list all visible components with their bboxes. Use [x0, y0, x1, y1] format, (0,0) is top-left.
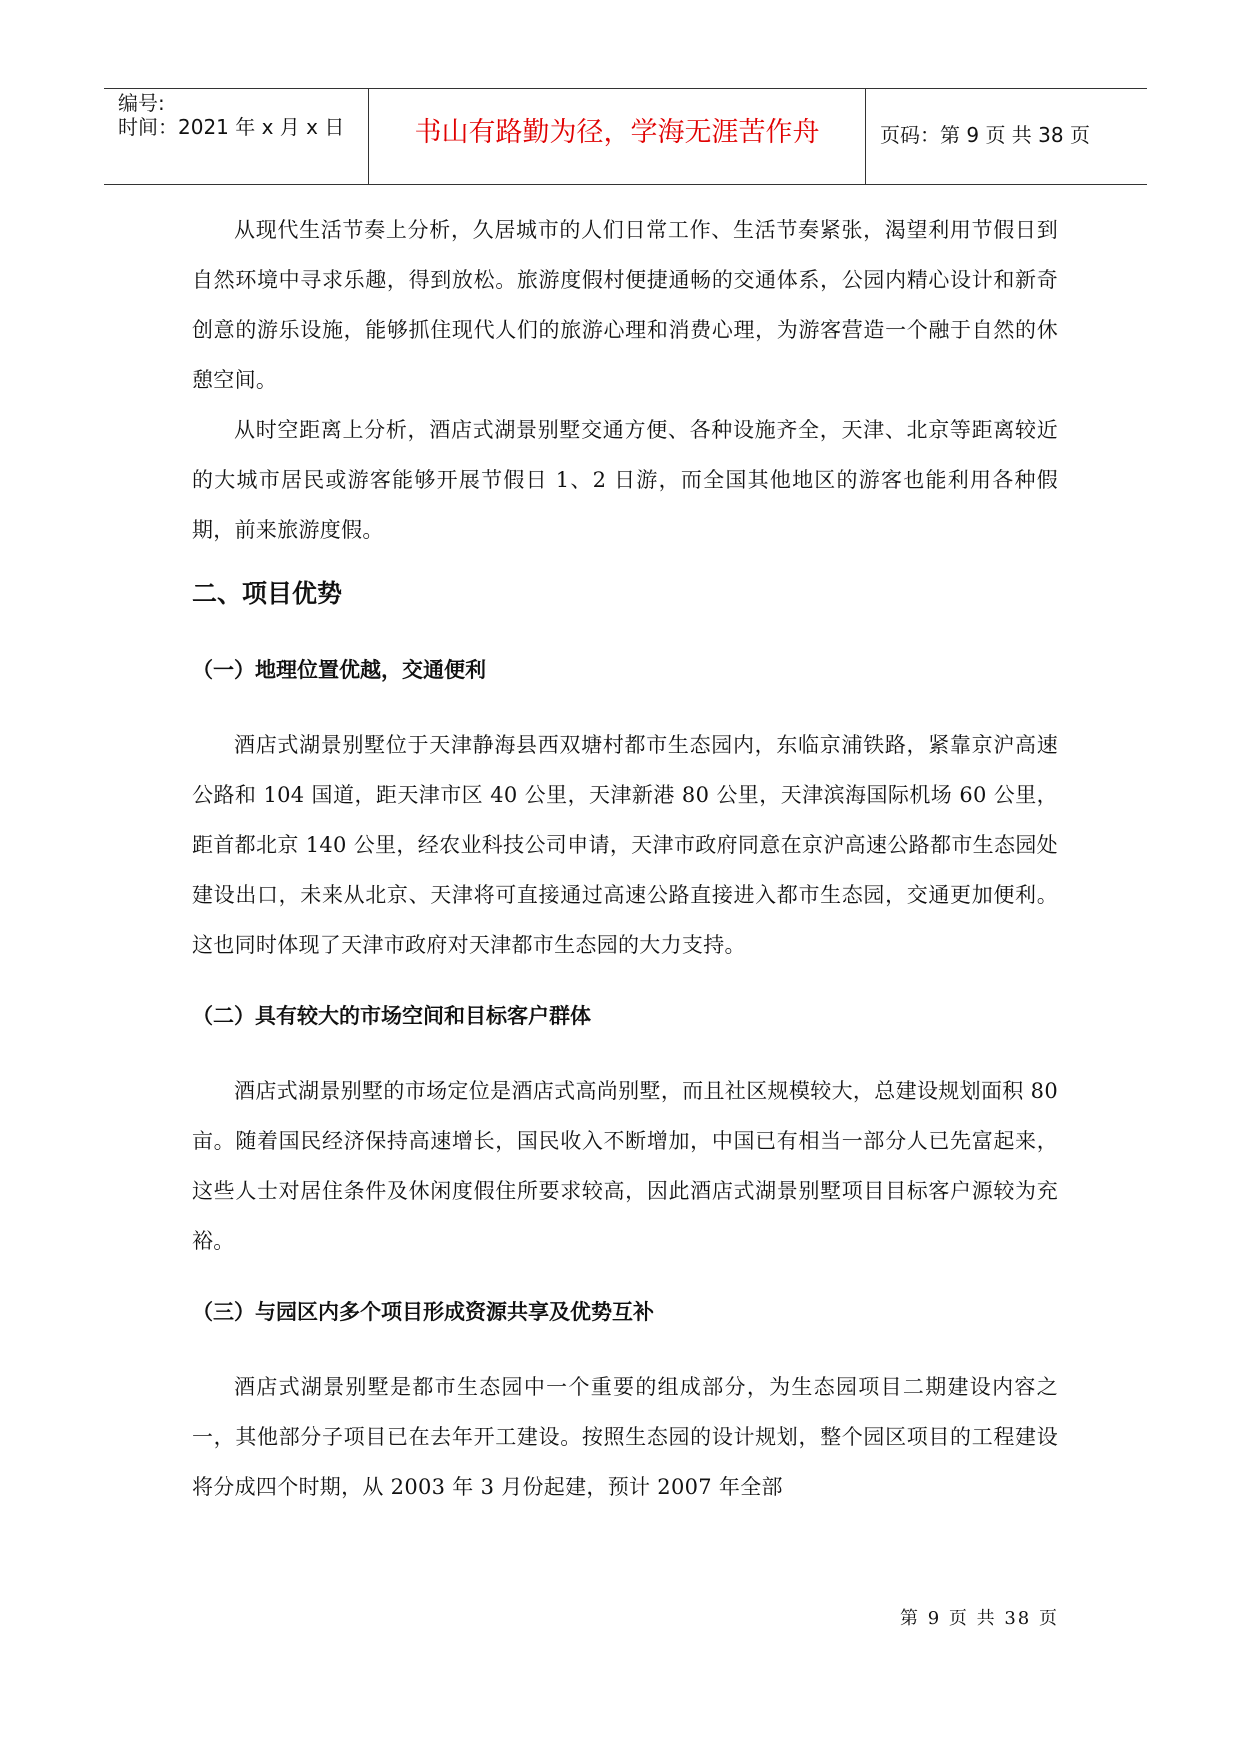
header-motto-cell — [369, 89, 866, 184]
header-motto: 书山有路勤为径，学海无涯苦作舟 — [414, 117, 820, 148]
document-body — [192, 205, 1058, 1512]
document-date-label: 时间：2021 年 x 月 x 日 — [118, 115, 345, 139]
page-footer: 第 9 页 共 38 页 — [900, 1608, 1059, 1629]
paragraph-distance: 从时空距离上分析，酒店式湖景别墅交通方便、各种设施齐全，天津、北京等距离较近的大城市居民或游客能够开展节假日 1、2 日游，而全国其他地区的游客也能利用各种假期，前来旅游度假。 — [192, 418, 1058, 542]
paragraph-market: 酒店式湖景别墅的市场定位是酒店式高尚别墅，而且社区规模较大，总建设规划面积 80 亩。随着国民经济保持高速增长，国民收入不断增加，中国已有相当一部分人已先富起来，这些人士对居住条件及休闲度假住所要求较高，因此酒店式湖景别墅项目目标客户源较为充裕。 — [192, 1079, 1058, 1253]
document-number-label: 编号: — [118, 91, 165, 115]
subsection-title-synergy: （三）与园区内多个项目形成资源共享及优势互补 — [192, 1300, 654, 1324]
paragraph-synergy: 酒店式湖景别墅是都市生态园中一个重要的组成部分，为生态园项目二期建设内容之一，其他部分子项目已在去年开工建设。按照生态园的设计规划，整个园区项目的工程建设将分成四个时期，从 2003 年 3 月份起建，预计 2007 年全部 — [192, 1375, 1058, 1499]
page-header — [104, 88, 1147, 185]
header-page-code: 页码：第 9 页 共 38 页 — [880, 123, 1090, 147]
header-left-cell — [104, 89, 369, 184]
paragraph-lifestyle: 从现代生活节奏上分析，久居城市的人们日常工作、生活节奏紧张，渴望利用节假日到自然环境中寻求乐趣，得到放松。旅游度假村便捷通畅的交通体系，公园内精心设计和新奇创意的游乐设施，能够抓住现代人们的旅游心理和消费心理，为游客营造一个融于自然的休憩空间。 — [192, 218, 1058, 392]
section-title-advantages: 二、项目优势 — [192, 579, 343, 608]
header-page-cell — [866, 89, 1147, 184]
subsection-title-market: （二）具有较大的市场空间和目标客户群体 — [192, 1004, 591, 1028]
subsection-title-location: （一）地理位置优越，交通便利 — [192, 658, 486, 682]
paragraph-location: 酒店式湖景别墅位于天津静海县西双塘村都市生态园内，东临京浦铁路，紧靠京沪高速公路和 104 国道，距天津市区 40 公里，天津新港 80 公里，天津滨海国际机场 60 公里，距首都北京 140 公里，经农业科技公司申请，天津市政府同意在京沪高速公路都市生态园处建设出口，未来从北京、天津将可直接通过高速公路直接进入都市生态园，交通更加便利。这也同时体现了天津市政府对天津都市生态园的大力支持。 — [192, 733, 1058, 957]
